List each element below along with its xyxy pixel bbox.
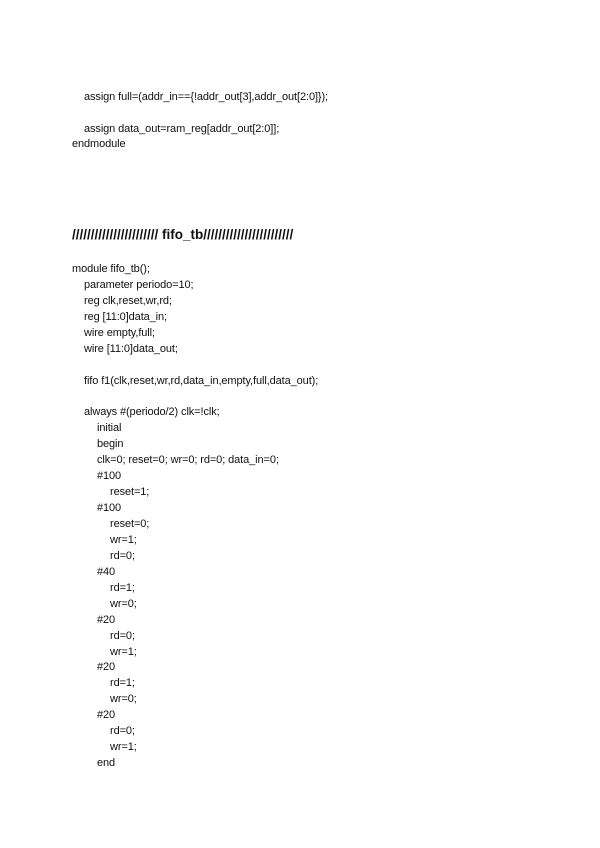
code-line: #20 <box>97 661 116 673</box>
code-line: #100 <box>97 470 122 482</box>
code-line: #20 <box>97 709 116 721</box>
code-line: wr=1; <box>110 741 137 753</box>
code-line: rd=0; <box>110 630 135 642</box>
code-line: wr=0; <box>110 693 137 705</box>
code-line: wire [11:0]data_out; <box>84 343 178 355</box>
code-line: rd=0; <box>110 550 135 562</box>
code-line: rd=1; <box>110 582 135 594</box>
code-line-assign-data-out: assign data_out=ram_reg[addr_out[2:0]]; <box>84 123 280 135</box>
code-line-assign-full: assign full=(addr_in=={!addr_out[3],addr_out[2:0]}); <box>84 91 329 103</box>
code-line: reg [11:0]data_in; <box>84 311 168 323</box>
code-line: #100 <box>97 502 122 514</box>
code-line: rd=0; <box>110 725 135 737</box>
code-line: rd=1; <box>110 677 135 689</box>
code-line: begin <box>97 438 124 450</box>
code-line: clk=0; reset=0; wr=0; rd=0; data_in=0; <box>97 454 279 466</box>
section-heading: /////////////////////// fifo_tb//////////////////////// <box>72 227 294 242</box>
code-line: wr=1; <box>110 646 137 658</box>
code-line: reg clk,reset,wr,rd; <box>84 295 172 307</box>
code-line: #20 <box>97 614 116 626</box>
code-line: fifo f1(clk,reset,wr,rd,data_in,empty,full,data_out); <box>84 375 319 387</box>
code-line: wire empty,full; <box>84 327 155 339</box>
code-line: parameter periodo=10; <box>84 279 194 291</box>
code-line: #40 <box>97 566 116 578</box>
code-line: end <box>97 757 116 769</box>
code-line: module fifo_tb(); <box>72 263 150 275</box>
code-line: wr=1; <box>110 534 137 546</box>
code-line: wr=0; <box>110 598 137 610</box>
code-line: reset=0; <box>110 518 150 530</box>
code-line: initial <box>97 422 122 434</box>
code-line: always #(periodo/2) clk=!clk; <box>84 406 220 418</box>
code-line: reset=1; <box>110 486 150 498</box>
code-line-endmodule: endmodule <box>72 138 126 150</box>
